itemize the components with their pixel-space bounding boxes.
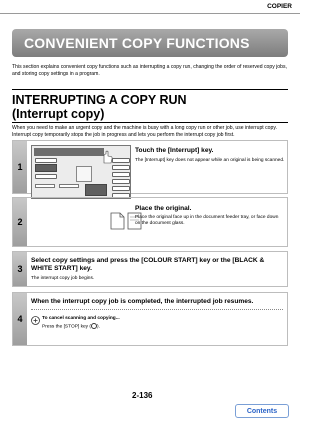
note-icon [31,316,40,325]
contents-button[interactable]: Contents [235,404,289,418]
section-banner [12,29,288,57]
step-2 [12,197,288,247]
step-title: Place the original. [135,205,192,212]
heading-bottom-rule [12,122,288,123]
step-title: Select copy settings and press the [COLOUR START] key or the [BLACK & WHITE START] key. [31,257,265,272]
note-title: To cancel scanning and copying... [42,316,120,321]
touch-panel-illustration [31,145,131,199]
interrupt-key-illustration [112,158,130,163]
panel-keypad [76,166,92,182]
step-3 [12,251,288,287]
heading-line-2: (Interrupt copy) [12,107,105,121]
panel-right-button [112,172,130,177]
panel-dark-box [85,184,107,196]
step-body: The interrupt copy job begins. [31,276,95,281]
panel-right-button [112,165,130,170]
step-number: 4 [13,293,27,345]
note-body-prefix: Press the [STOP] key ( [42,324,91,330]
step-number: 2 [13,198,27,246]
panel-right-button [112,186,130,191]
header-bar [0,0,300,14]
intro-text: This section explains convenient copy functions such as interrupting a copy run, changing the order of reserved copy jobs, and storing copy settings in a program. [12,64,287,77]
heading-line-1: INTERRUPTING A COPY RUN [12,93,187,107]
page-heading [12,93,187,121]
step-number: 3 [13,252,27,286]
note-body-suffix: ). [96,324,100,330]
page-number: 2-136 [132,391,153,400]
step-4 [12,292,288,346]
touch-hand-icon [100,150,114,164]
step-1 [12,140,288,194]
panel-right-button [112,179,130,184]
note-body [42,323,100,330]
panel-left-box [35,158,57,163]
step-body: The [Interrupt] key does not appear while an original is being scanned. [135,158,285,163]
section-title: CONVENIENT COPY FUNCTIONS [24,35,250,51]
step-body: Place the original face up in the document feeder tray, or face down on the document glass. [135,215,279,227]
panel-status-bar [34,148,104,156]
step-number: 1 [13,141,27,193]
header-title: COPIER [267,3,292,10]
document-feeder-icon [110,212,125,230]
lead-text: When you need to make an urgent copy and the machine is busy with a long copy run or other job, use interrupt copy. Interrupt copy temporarily stops the job in progress and lets you perform the interrupt copy job first. [12,125,277,138]
step-title: Touch the [Interrupt] key. [135,147,214,154]
panel-left-box [35,174,57,179]
panel-bottom-box [59,184,79,188]
panel-bottom-box [35,184,55,188]
panel-dark-box [35,164,57,172]
heading-top-rule [12,89,288,90]
step-title: When the interrupt copy job is completed, the interrupted job resumes. [31,298,254,305]
note-divider [31,309,283,310]
